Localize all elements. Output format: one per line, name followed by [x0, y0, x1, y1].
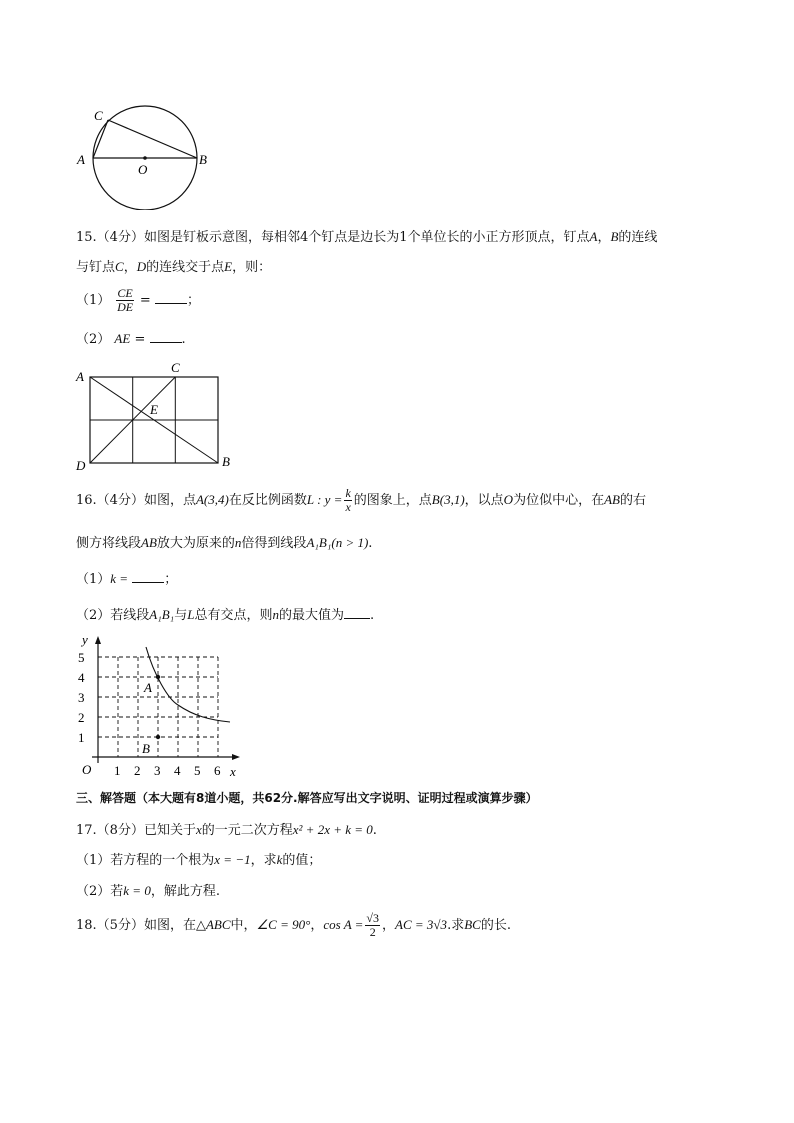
label-a: A	[77, 152, 85, 167]
circle-figure	[70, 100, 220, 210]
fraction-ce-de: $\frac{CE}{DE}$	[117, 286, 134, 314]
x-axis-label: x	[230, 764, 236, 779]
section-heading: 三、解答题（本大题有8道小题，共62分.解答应写出文字说明、证明过程或演算步骤）	[76, 791, 538, 805]
label-e: E	[150, 402, 158, 417]
answer-blank	[132, 570, 164, 583]
q16-part1: （1）k = ；	[76, 571, 178, 587]
y-axis-label: y	[82, 632, 88, 647]
answer-blank	[344, 606, 370, 619]
fraction-k-x: $\frac{k}{x}$	[345, 486, 351, 514]
coordinate-graph	[70, 630, 250, 780]
y-axis-arrow	[95, 636, 101, 644]
x-tick-label: 1	[114, 763, 121, 778]
y-tick-label: 3	[78, 690, 85, 705]
x-tick-label: 3	[154, 763, 161, 778]
label-b: B	[222, 454, 230, 469]
dashed-grid	[98, 657, 218, 757]
y-tick-label: 5	[78, 650, 85, 665]
x-tick-label: 2	[134, 763, 141, 778]
q17-part2: （2）若k = 0，解此方程.	[76, 883, 220, 899]
q15-line1: 15.（4分）如图是钉板示意图，每相邻4个钉点是边长为1个单位长的小正方形顶点，钉点A，B的连线	[76, 229, 658, 245]
label-a: A	[76, 369, 84, 384]
q16-part2: （2）若线段A₁B₁与L总有交点，则n的最大值为 .	[76, 607, 375, 623]
y-tick-label: 4	[78, 670, 85, 685]
label-b: B	[142, 741, 150, 756]
center-dot	[143, 156, 147, 160]
y-tick-label: 1	[78, 730, 85, 745]
point-b	[156, 735, 160, 739]
label-o: O	[138, 162, 148, 177]
label-a: A	[144, 680, 152, 695]
q15-line2: 与钉点C，D的连线交于点E，则：	[76, 259, 272, 275]
label-d: D	[76, 458, 86, 473]
fraction-cos: $\frac{√3}{2}$	[366, 911, 380, 939]
point-a	[156, 675, 160, 679]
q16-line1: 16.（4分）如图，点A(3,4)在反比例函数L : y = $\frac{k}{x}$ 的图象上，点B(3,1)，以点O为位似中心，在AB的右	[76, 486, 646, 514]
label-c: C	[94, 108, 103, 123]
chord-cb	[108, 120, 197, 158]
q17-line1: 17.（8分）已知关于x的一元二次方程x² + 2x + k = 0.	[76, 822, 377, 838]
label-c: C	[171, 360, 180, 375]
y-tick-label: 2	[78, 710, 85, 725]
answer-blank	[150, 330, 182, 343]
x-tick-label: 6	[214, 763, 221, 778]
q16-line2: 侧方将线段AB放大为原来的n倍得到线段A₁B₁(n > 1).	[76, 535, 373, 551]
answer-blank	[155, 291, 187, 304]
q15-part2: （2） AE = .	[76, 331, 186, 347]
x-axis-arrow	[232, 754, 240, 760]
label-b: B	[199, 152, 207, 167]
tick-labels	[78, 650, 221, 778]
origin-label: O	[82, 762, 92, 777]
q15-part1: （1） $\frac{CE}{DE}$ = ；	[76, 286, 200, 314]
hyperbola-curve	[146, 647, 230, 722]
chord-ac	[93, 120, 108, 158]
q17-part1: （1）若方程的一个根为x = −1，求k的值；	[76, 852, 322, 868]
x-tick-label: 4	[174, 763, 181, 778]
x-tick-label: 5	[194, 763, 201, 778]
q18-line: 18.（5分）如图，在△ABC中，∠C = 90°，cos A = $\frac{√3}{2}$ ，AC = 3√3.求BC的长.	[76, 911, 511, 939]
pegboard-figure	[70, 358, 240, 473]
